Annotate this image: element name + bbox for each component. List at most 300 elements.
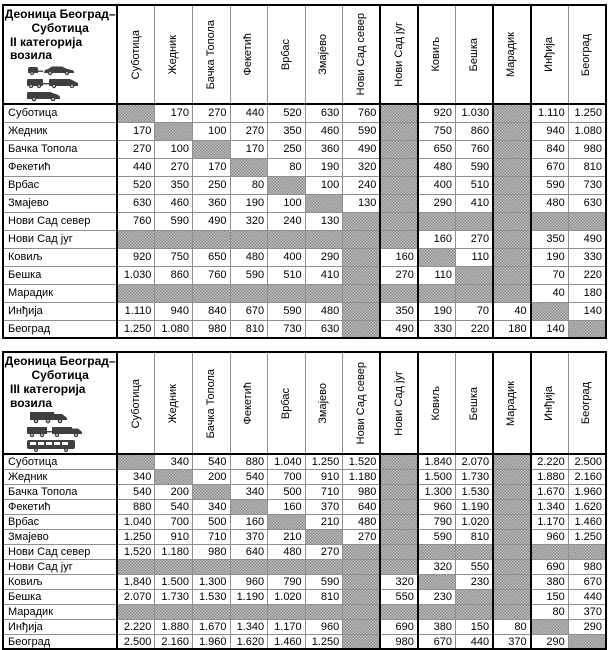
- blocked-cell: [155, 230, 193, 248]
- fare-cell: 1.340: [531, 499, 569, 514]
- fare-cell: 370: [230, 529, 268, 544]
- station-column-header: [380, 352, 418, 454]
- fare-cell: 640: [343, 499, 381, 514]
- fare-cell: 910: [305, 469, 343, 484]
- fare-cell: 960: [230, 574, 268, 589]
- blocked-cell: [343, 574, 381, 589]
- vehicle-icons: [4, 411, 116, 453]
- station-name: Змајево: [317, 34, 330, 75]
- station-column-header: [343, 5, 381, 104]
- blocked-cell: [343, 230, 381, 248]
- station-name: Бешка: [467, 386, 480, 420]
- fare-cell: 330: [418, 320, 456, 338]
- station-column-header: [493, 352, 531, 454]
- fare-cell: 760: [343, 104, 381, 122]
- fare-cell: 340: [117, 469, 155, 484]
- fare-cell: 230: [418, 589, 456, 604]
- fare-cell: 2.220: [117, 619, 155, 634]
- fare-cell: 790: [268, 574, 306, 589]
- blocked-cell: [493, 469, 531, 484]
- fare-cell: 480: [268, 544, 306, 559]
- fare-cell: 80: [531, 604, 569, 619]
- blocked-cell: [192, 230, 230, 248]
- fare-cell: 370: [568, 604, 606, 619]
- fare-cell: 190: [418, 302, 456, 320]
- fare-cell: 590: [230, 266, 268, 284]
- fare-cell: 440: [230, 104, 268, 122]
- blocked-cell: [380, 140, 418, 158]
- blocked-cell: [268, 230, 306, 248]
- blocked-cell: [493, 140, 531, 158]
- blocked-cell: [568, 634, 606, 649]
- fare-cell: 710: [305, 484, 343, 499]
- fare-cell: 440: [117, 158, 155, 176]
- fare-cell: 520: [268, 104, 306, 122]
- fare-cell: 920: [418, 104, 456, 122]
- fare-cell: 1.180: [155, 544, 193, 559]
- fare-cell: 320: [418, 559, 456, 574]
- fare-cell: 1.620: [230, 634, 268, 649]
- blocked-cell: [418, 248, 456, 266]
- fare-cell: 1.520: [343, 454, 381, 469]
- row-label: Нови Сад север: [3, 544, 117, 559]
- blocked-cell: [493, 499, 531, 514]
- fare-cell: 80: [230, 176, 268, 194]
- station-name: Врбас: [279, 39, 292, 71]
- blocked-cell: [380, 122, 418, 140]
- fare-cell: 590: [531, 176, 569, 194]
- blocked-cell: [380, 230, 418, 248]
- station-column-header: [380, 5, 418, 104]
- table-row: [3, 212, 606, 230]
- station-name: Змајево: [317, 382, 330, 424]
- fare-cell: 360: [305, 140, 343, 158]
- blocked-cell: [493, 176, 531, 194]
- fare-cell: 340: [230, 484, 268, 499]
- blocked-cell: [380, 544, 418, 559]
- fare-cell: 1.880: [531, 469, 569, 484]
- blocked-cell: [493, 454, 531, 469]
- table-row: [3, 619, 606, 634]
- fare-cell: 670: [230, 302, 268, 320]
- table-row: [3, 544, 606, 559]
- fare-cell: 690: [380, 619, 418, 634]
- fare-cell: 100: [155, 140, 193, 158]
- table-row: [3, 604, 606, 619]
- fare-cell: 140: [531, 320, 569, 338]
- table-row: [3, 302, 606, 320]
- fare-cell: 1.250: [305, 634, 343, 649]
- blocked-cell: [493, 559, 531, 574]
- blocked-cell: [268, 604, 306, 619]
- table-row: [3, 194, 606, 212]
- fare-cell: 1.520: [117, 544, 155, 559]
- fare-cell: 180: [493, 320, 531, 338]
- fare-cell: 220: [455, 320, 493, 338]
- row-label: Инђија: [3, 619, 117, 634]
- fare-cell: 170: [117, 122, 155, 140]
- fare-cell: 100: [268, 194, 306, 212]
- blocked-cell: [343, 212, 381, 230]
- fare-cell: 270: [230, 122, 268, 140]
- fare-cell: 1.460: [268, 634, 306, 649]
- blocked-cell: [230, 604, 268, 619]
- fare-cell: 760: [192, 266, 230, 284]
- fare-cell: 480: [343, 514, 381, 529]
- table-row: [3, 499, 606, 514]
- fare-cell: 2.220: [531, 454, 569, 469]
- fare-cell: 1.020: [455, 514, 493, 529]
- fare-cell: 1.300: [418, 484, 456, 499]
- blocked-cell: [493, 284, 531, 302]
- fare-cell: 1.110: [117, 302, 155, 320]
- fare-cell: 110: [418, 266, 456, 284]
- blocked-cell: [455, 604, 493, 619]
- vehicle-category-label: II категорија возила: [10, 34, 83, 63]
- fare-cell: 590: [455, 158, 493, 176]
- fare-cell: 190: [531, 248, 569, 266]
- table-title: [4, 353, 116, 410]
- blocked-cell: [192, 140, 230, 158]
- fare-cell: 70: [455, 302, 493, 320]
- fare-cell: 1.670: [531, 484, 569, 499]
- row-label: Фекетић: [3, 158, 117, 176]
- fare-cell: 1.730: [455, 469, 493, 484]
- blocked-cell: [192, 284, 230, 302]
- fare-cell: 270: [155, 158, 193, 176]
- blocked-cell: [531, 302, 569, 320]
- fare-cell: 670: [418, 634, 456, 649]
- fare-cell: 1.170: [268, 619, 306, 634]
- row-label: Суботица: [3, 454, 117, 469]
- fare-cell: 250: [268, 140, 306, 158]
- blocked-cell: [531, 212, 569, 230]
- fare-cell: 240: [343, 176, 381, 194]
- fare-cell: 200: [155, 484, 193, 499]
- fare-cell: 1.960: [568, 484, 606, 499]
- blocked-cell: [380, 284, 418, 302]
- blocked-cell: [192, 484, 230, 499]
- fare-cell: 480: [531, 194, 569, 212]
- fare-cell: 980: [192, 320, 230, 338]
- fare-cell: 1.460: [568, 514, 606, 529]
- station-name: Нови Сад југ: [392, 22, 405, 87]
- station-name: Врбас: [279, 387, 292, 419]
- vehicle-icons: [4, 64, 116, 103]
- row-label: Нови Сад север: [3, 212, 117, 230]
- blocked-cell: [493, 266, 531, 284]
- blocked-cell: [230, 158, 268, 176]
- fare-cell: 270: [192, 104, 230, 122]
- fare-cell: 1.670: [192, 619, 230, 634]
- fare-cell: 1.300: [192, 574, 230, 589]
- blocked-cell: [117, 284, 155, 302]
- fare-cell: 480: [418, 158, 456, 176]
- fare-cell: 180: [568, 284, 606, 302]
- bus-icon: [26, 439, 78, 452]
- row-label: Змајево: [3, 194, 117, 212]
- blocked-cell: [230, 559, 268, 574]
- blocked-cell: [418, 574, 456, 589]
- table-title-cell: [3, 5, 117, 104]
- station-name: Београд: [580, 33, 593, 76]
- van-with-trailer-icon: [26, 77, 86, 89]
- blocked-cell: [380, 454, 418, 469]
- station-name: Инђија: [543, 385, 556, 421]
- blocked-cell: [493, 104, 531, 122]
- blocked-cell: [268, 284, 306, 302]
- station-column-header: [455, 5, 493, 104]
- fare-cell: 540: [117, 484, 155, 499]
- row-label: Београд: [3, 634, 117, 649]
- fare-cell: 370: [493, 634, 531, 649]
- row-label: Марадик: [3, 604, 117, 619]
- fare-cell: 630: [305, 320, 343, 338]
- fare-cell: 980: [343, 484, 381, 499]
- fare-cell: 650: [192, 248, 230, 266]
- blocked-cell: [380, 104, 418, 122]
- fare-cell: 630: [568, 194, 606, 212]
- fare-cell: 460: [155, 194, 193, 212]
- blocked-cell: [117, 559, 155, 574]
- fare-cell: 1.250: [568, 104, 606, 122]
- fare-cell: 100: [305, 176, 343, 194]
- fare-cell: 590: [155, 212, 193, 230]
- fare-cell: 1.190: [230, 589, 268, 604]
- blocked-cell: [268, 176, 306, 194]
- blocked-cell: [493, 484, 531, 499]
- fare-cell: 690: [531, 559, 569, 574]
- table-row: [3, 514, 606, 529]
- fare-cell: 270: [455, 230, 493, 248]
- fare-cell: 1.030: [455, 104, 493, 122]
- blocked-cell: [380, 469, 418, 484]
- fare-cell: 960: [305, 619, 343, 634]
- delivery-van-icon: [26, 90, 68, 102]
- fare-cell: 440: [455, 634, 493, 649]
- row-label: Нови Сад југ: [3, 230, 117, 248]
- fare-cell: 510: [455, 176, 493, 194]
- fare-cell: 460: [305, 122, 343, 140]
- fare-cell: 1.960: [192, 634, 230, 649]
- blocked-cell: [380, 484, 418, 499]
- row-label: Инђија: [3, 302, 117, 320]
- fare-cell: 150: [531, 589, 569, 604]
- blocked-cell: [343, 634, 381, 649]
- blocked-cell: [343, 544, 381, 559]
- blocked-cell: [155, 122, 193, 140]
- blocked-cell: [230, 499, 268, 514]
- blocked-cell: [305, 529, 343, 544]
- fare-cell: 170: [155, 104, 193, 122]
- station-column-header: [192, 5, 230, 104]
- fare-cell: 750: [418, 122, 456, 140]
- blocked-cell: [493, 604, 531, 619]
- fare-cell: 230: [455, 574, 493, 589]
- fare-cell: 160: [268, 499, 306, 514]
- blocked-cell: [117, 604, 155, 619]
- fare-cell: 160: [380, 248, 418, 266]
- blocked-cell: [493, 158, 531, 176]
- fare-cell: 2.160: [155, 634, 193, 649]
- fare-cell: 630: [117, 194, 155, 212]
- blocked-cell: [343, 302, 381, 320]
- fare-cell: 160: [418, 230, 456, 248]
- table-row: [3, 589, 606, 604]
- header-row: [3, 5, 606, 104]
- blocked-cell: [117, 104, 155, 122]
- fare-cell: 380: [418, 619, 456, 634]
- station-column-header: [230, 352, 268, 454]
- blocked-cell: [343, 559, 381, 574]
- fare-cell: 700: [268, 469, 306, 484]
- station-column-header: [117, 5, 155, 104]
- fare-cell: 290: [568, 619, 606, 634]
- fare-cell: 1.250: [305, 454, 343, 469]
- fare-cell: 880: [117, 499, 155, 514]
- fare-cell: 540: [230, 469, 268, 484]
- fare-cell: 510: [268, 266, 306, 284]
- fare-cell: 730: [568, 176, 606, 194]
- fare-cell: 210: [268, 529, 306, 544]
- fare-cell: 1.730: [155, 589, 193, 604]
- fare-cell: 980: [568, 140, 606, 158]
- fare-cell: 40: [493, 302, 531, 320]
- fare-cell: 250: [192, 176, 230, 194]
- station-column-header: [117, 352, 155, 454]
- fare-cell: 320: [230, 212, 268, 230]
- table-row: [3, 634, 606, 649]
- row-label: Змајево: [3, 529, 117, 544]
- fare-cell: 1.040: [117, 514, 155, 529]
- fare-cell: 860: [155, 266, 193, 284]
- fare-cell: 270: [117, 140, 155, 158]
- table-row: [3, 454, 606, 469]
- station-column-header: [418, 5, 456, 104]
- blocked-cell: [455, 212, 493, 230]
- fare-cell: 350: [380, 302, 418, 320]
- blocked-cell: [380, 194, 418, 212]
- fare-cell: 380: [531, 574, 569, 589]
- blocked-cell: [418, 212, 456, 230]
- blocked-cell: [531, 619, 569, 634]
- blocked-cell: [155, 284, 193, 302]
- blocked-cell: [305, 194, 343, 212]
- fare-cell: 160: [230, 514, 268, 529]
- fare-cell: 350: [155, 176, 193, 194]
- blocked-cell: [305, 284, 343, 302]
- row-label: Бешка: [3, 266, 117, 284]
- fare-cell: 340: [192, 499, 230, 514]
- fare-cell: 810: [568, 158, 606, 176]
- box-truck-icon: [26, 411, 72, 424]
- fare-cell: 1.880: [155, 619, 193, 634]
- blocked-cell: [380, 499, 418, 514]
- station-column-header: [531, 5, 569, 104]
- fare-cell: 590: [343, 122, 381, 140]
- station-column-header: [155, 352, 193, 454]
- fare-cell: 910: [155, 529, 193, 544]
- fare-cell: 670: [568, 574, 606, 589]
- blocked-cell: [380, 604, 418, 619]
- station-name: Суботица: [129, 378, 142, 428]
- row-label: Ковиљ: [3, 574, 117, 589]
- fare-cell: 490: [192, 212, 230, 230]
- row-label: Марадик: [3, 284, 117, 302]
- fare-cell: 130: [305, 212, 343, 230]
- fare-cell: 240: [268, 212, 306, 230]
- table-row: [3, 158, 606, 176]
- fare-cell: 1.840: [418, 454, 456, 469]
- station-name: Бачка Топола: [204, 368, 217, 438]
- blocked-cell: [155, 604, 193, 619]
- blocked-cell: [380, 212, 418, 230]
- fare-cell: 40: [531, 284, 569, 302]
- fare-cell: 750: [155, 248, 193, 266]
- fare-cell: 810: [230, 320, 268, 338]
- row-label: Бачка Топола: [3, 140, 117, 158]
- table-row: [3, 248, 606, 266]
- fare-cell: 350: [268, 122, 306, 140]
- fare-cell: 590: [305, 574, 343, 589]
- blocked-cell: [493, 230, 531, 248]
- blocked-cell: [230, 230, 268, 248]
- station-name: Бачка Топола: [204, 19, 217, 90]
- blocked-cell: [343, 248, 381, 266]
- fare-cell: 1.250: [117, 529, 155, 544]
- fare-cell: 1.080: [155, 320, 193, 338]
- fare-cell: 980: [568, 559, 606, 574]
- table-title: [4, 6, 116, 63]
- fare-cell: 410: [455, 194, 493, 212]
- table-row: [3, 266, 606, 284]
- blocked-cell: [568, 320, 606, 338]
- station-column-header: [568, 5, 606, 104]
- fare-cell: 650: [418, 140, 456, 158]
- fare-cell: 550: [380, 589, 418, 604]
- fare-cell: 270: [343, 529, 381, 544]
- blocked-cell: [418, 604, 456, 619]
- fare-table-category-2: [2, 4, 607, 339]
- fare-cell: 1.620: [568, 499, 606, 514]
- blocked-cell: [155, 469, 193, 484]
- fare-cell: 400: [268, 248, 306, 266]
- blocked-cell: [268, 559, 306, 574]
- row-label: Нови Сад југ: [3, 559, 117, 574]
- fare-table-category-3: [2, 351, 607, 650]
- table-row: [3, 284, 606, 302]
- station-name: Жедник: [167, 383, 180, 423]
- fare-cell: 350: [531, 230, 569, 248]
- station-column-header: [230, 5, 268, 104]
- fare-cell: 1.500: [418, 469, 456, 484]
- blocked-cell: [380, 176, 418, 194]
- fare-cell: 960: [418, 499, 456, 514]
- table-row: [3, 122, 606, 140]
- fare-cell: 210: [305, 514, 343, 529]
- station-name: Фекетић: [242, 33, 255, 76]
- station-column-header: [531, 352, 569, 454]
- blocked-cell: [493, 574, 531, 589]
- blocked-cell: [493, 212, 531, 230]
- row-label: Врбас: [3, 514, 117, 529]
- fare-cell: 290: [531, 634, 569, 649]
- fare-cell: 1.840: [117, 574, 155, 589]
- fare-cell: 960: [531, 529, 569, 544]
- fare-cell: 440: [568, 589, 606, 604]
- station-name: Марадик: [505, 32, 518, 78]
- fare-cell: 810: [455, 529, 493, 544]
